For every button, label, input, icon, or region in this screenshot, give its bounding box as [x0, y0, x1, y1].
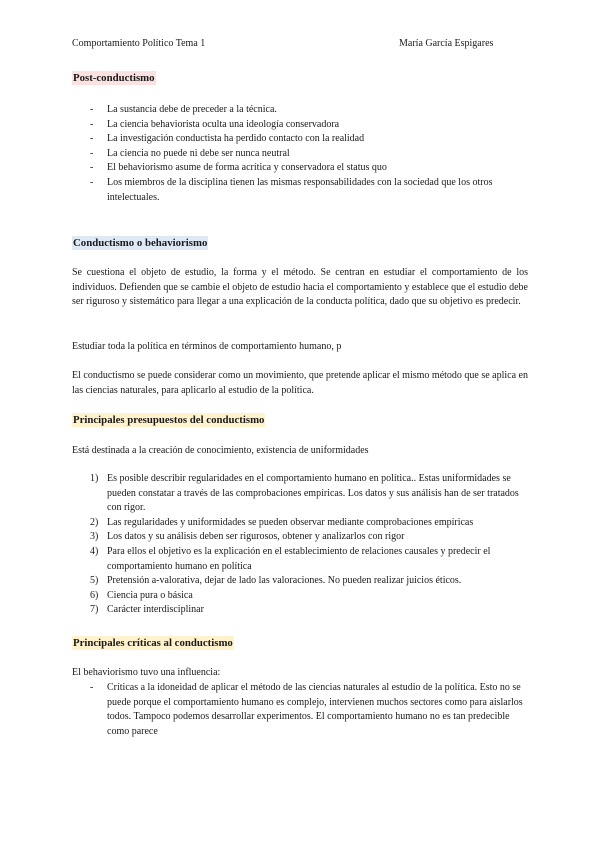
- post-conductismo-list: [72, 103, 528, 205]
- list-text: Para ellos el objetivo es la explicación en el establecimiento de relaciones causales y predecir el comportamiento humano en política: [107, 545, 491, 572]
- presupuestos-intro: [72, 444, 528, 459]
- conductismo-paragraph-1: [72, 266, 528, 310]
- paragraph: Está destinada a la creación de conocimiento, existencia de uniformidades: [72, 445, 369, 456]
- heading-post-conductismo: Post-conductismo: [73, 72, 155, 84]
- list-item: - La investigación conductista ha perdido contacto con la realidad: [72, 132, 528, 147]
- paragraph: El behaviorismo tuvo una influencia:: [72, 667, 221, 678]
- list-text: Es posible describir regularidades en el comportamiento humano en política.. Estas uniformidades se pueden constatar a través de las comprobaciones empíricas. Los datos y sus análisis han de ser tratados con rigor.: [107, 473, 519, 514]
- list-item: [72, 516, 528, 531]
- list-text: Los datos y su análisis deben ser rigurosos, obtener y analizarlos con rigor: [107, 531, 405, 543]
- list-item: - La ciencia no puede ni debe ser nunca neutral: [72, 147, 528, 162]
- list-item: [72, 574, 528, 589]
- list-number: 5): [90, 575, 99, 587]
- header-course-title: Comportamiento Político Tema 1: [72, 38, 206, 49]
- list-text: Pretensión a-valorativa, dejar de lado las valoraciones. No pueden realizar juicios éticos.: [107, 575, 462, 587]
- list-text: Las regularidades y uniformidades se pueden observar mediante comprobaciones empíricas: [107, 516, 474, 528]
- presupuestos-list-block: [72, 472, 528, 618]
- list-number: 4): [90, 545, 99, 557]
- list-number: 3): [90, 531, 99, 543]
- list-item: - Los miembros de la disciplina tienen las mismas responsabilidades con la sociedad que los otros intelectuales.: [72, 176, 528, 205]
- header-author: María García Espigares: [399, 38, 494, 49]
- list-number: 6): [90, 589, 99, 601]
- paragraph: El conductismo se puede considerar como un movimiento, que pretende aplicar el mismo método que se aplica en las ciencias naturales, para aplicarlo al estudio de la política.: [72, 370, 528, 396]
- heading-presupuestos: Principales presupuestos del conductismo: [73, 414, 265, 426]
- list-item: - El behaviorismo asume de forma acrítica y conservadora el status quo: [72, 161, 528, 176]
- list-text: Ciencia pura o básica: [107, 589, 193, 601]
- presupuestos-list: [72, 472, 528, 618]
- criticas-list-block: [72, 681, 528, 739]
- criticas-list: [72, 681, 528, 739]
- heading-conductismo: Conductismo o behaviorismo: [73, 237, 208, 249]
- list-number: 1): [90, 473, 99, 484]
- paragraph: Se cuestiona el objeto de estudio, la forma y el método. Se centran en estudiar el comportamiento de los individuos. Defienden que se cambie el objeto de estudio hacia el comportamiento y establece que el estudio debe ser riguroso y sistemático para llegar a una explicación de la conducta política, dado que su objetivo es predecir.: [72, 267, 528, 308]
- list-item: - La sustancia debe de preceder a la técnica.: [72, 103, 528, 118]
- list-item: [72, 545, 528, 574]
- list-item: - Críticas a la idoneidad de aplicar el método de las ciencias naturales al estudio de la política. Esto no se puede porque el comportamiento humano es complejo, intervienen muchos sectores como para aislarlos todos. Tampoco podemos desarrollar experimentos. El comportamiento humano no es tan predecible como parece: [72, 681, 528, 739]
- post-conductismo-list-block: [72, 103, 528, 205]
- conductismo-paragraph-2: [72, 340, 528, 355]
- list-item: [72, 589, 528, 604]
- list-number: 2): [90, 516, 99, 528]
- criticas-intro: [72, 666, 528, 681]
- list-item: [72, 530, 528, 545]
- list-number: 7): [90, 604, 99, 616]
- list-item: [72, 472, 528, 516]
- list-item: [72, 603, 528, 618]
- heading-criticas: Principales críticas al conductismo: [73, 637, 233, 649]
- paragraph: Estudiar toda la política en términos de comportamiento humano, p: [72, 341, 342, 352]
- page-header: [72, 37, 528, 51]
- list-text: Carácter interdisciplinar: [107, 604, 204, 616]
- conductismo-paragraph-3: [72, 369, 528, 398]
- list-item: - La ciencia behaviorista oculta una ideología conservadora: [72, 118, 528, 133]
